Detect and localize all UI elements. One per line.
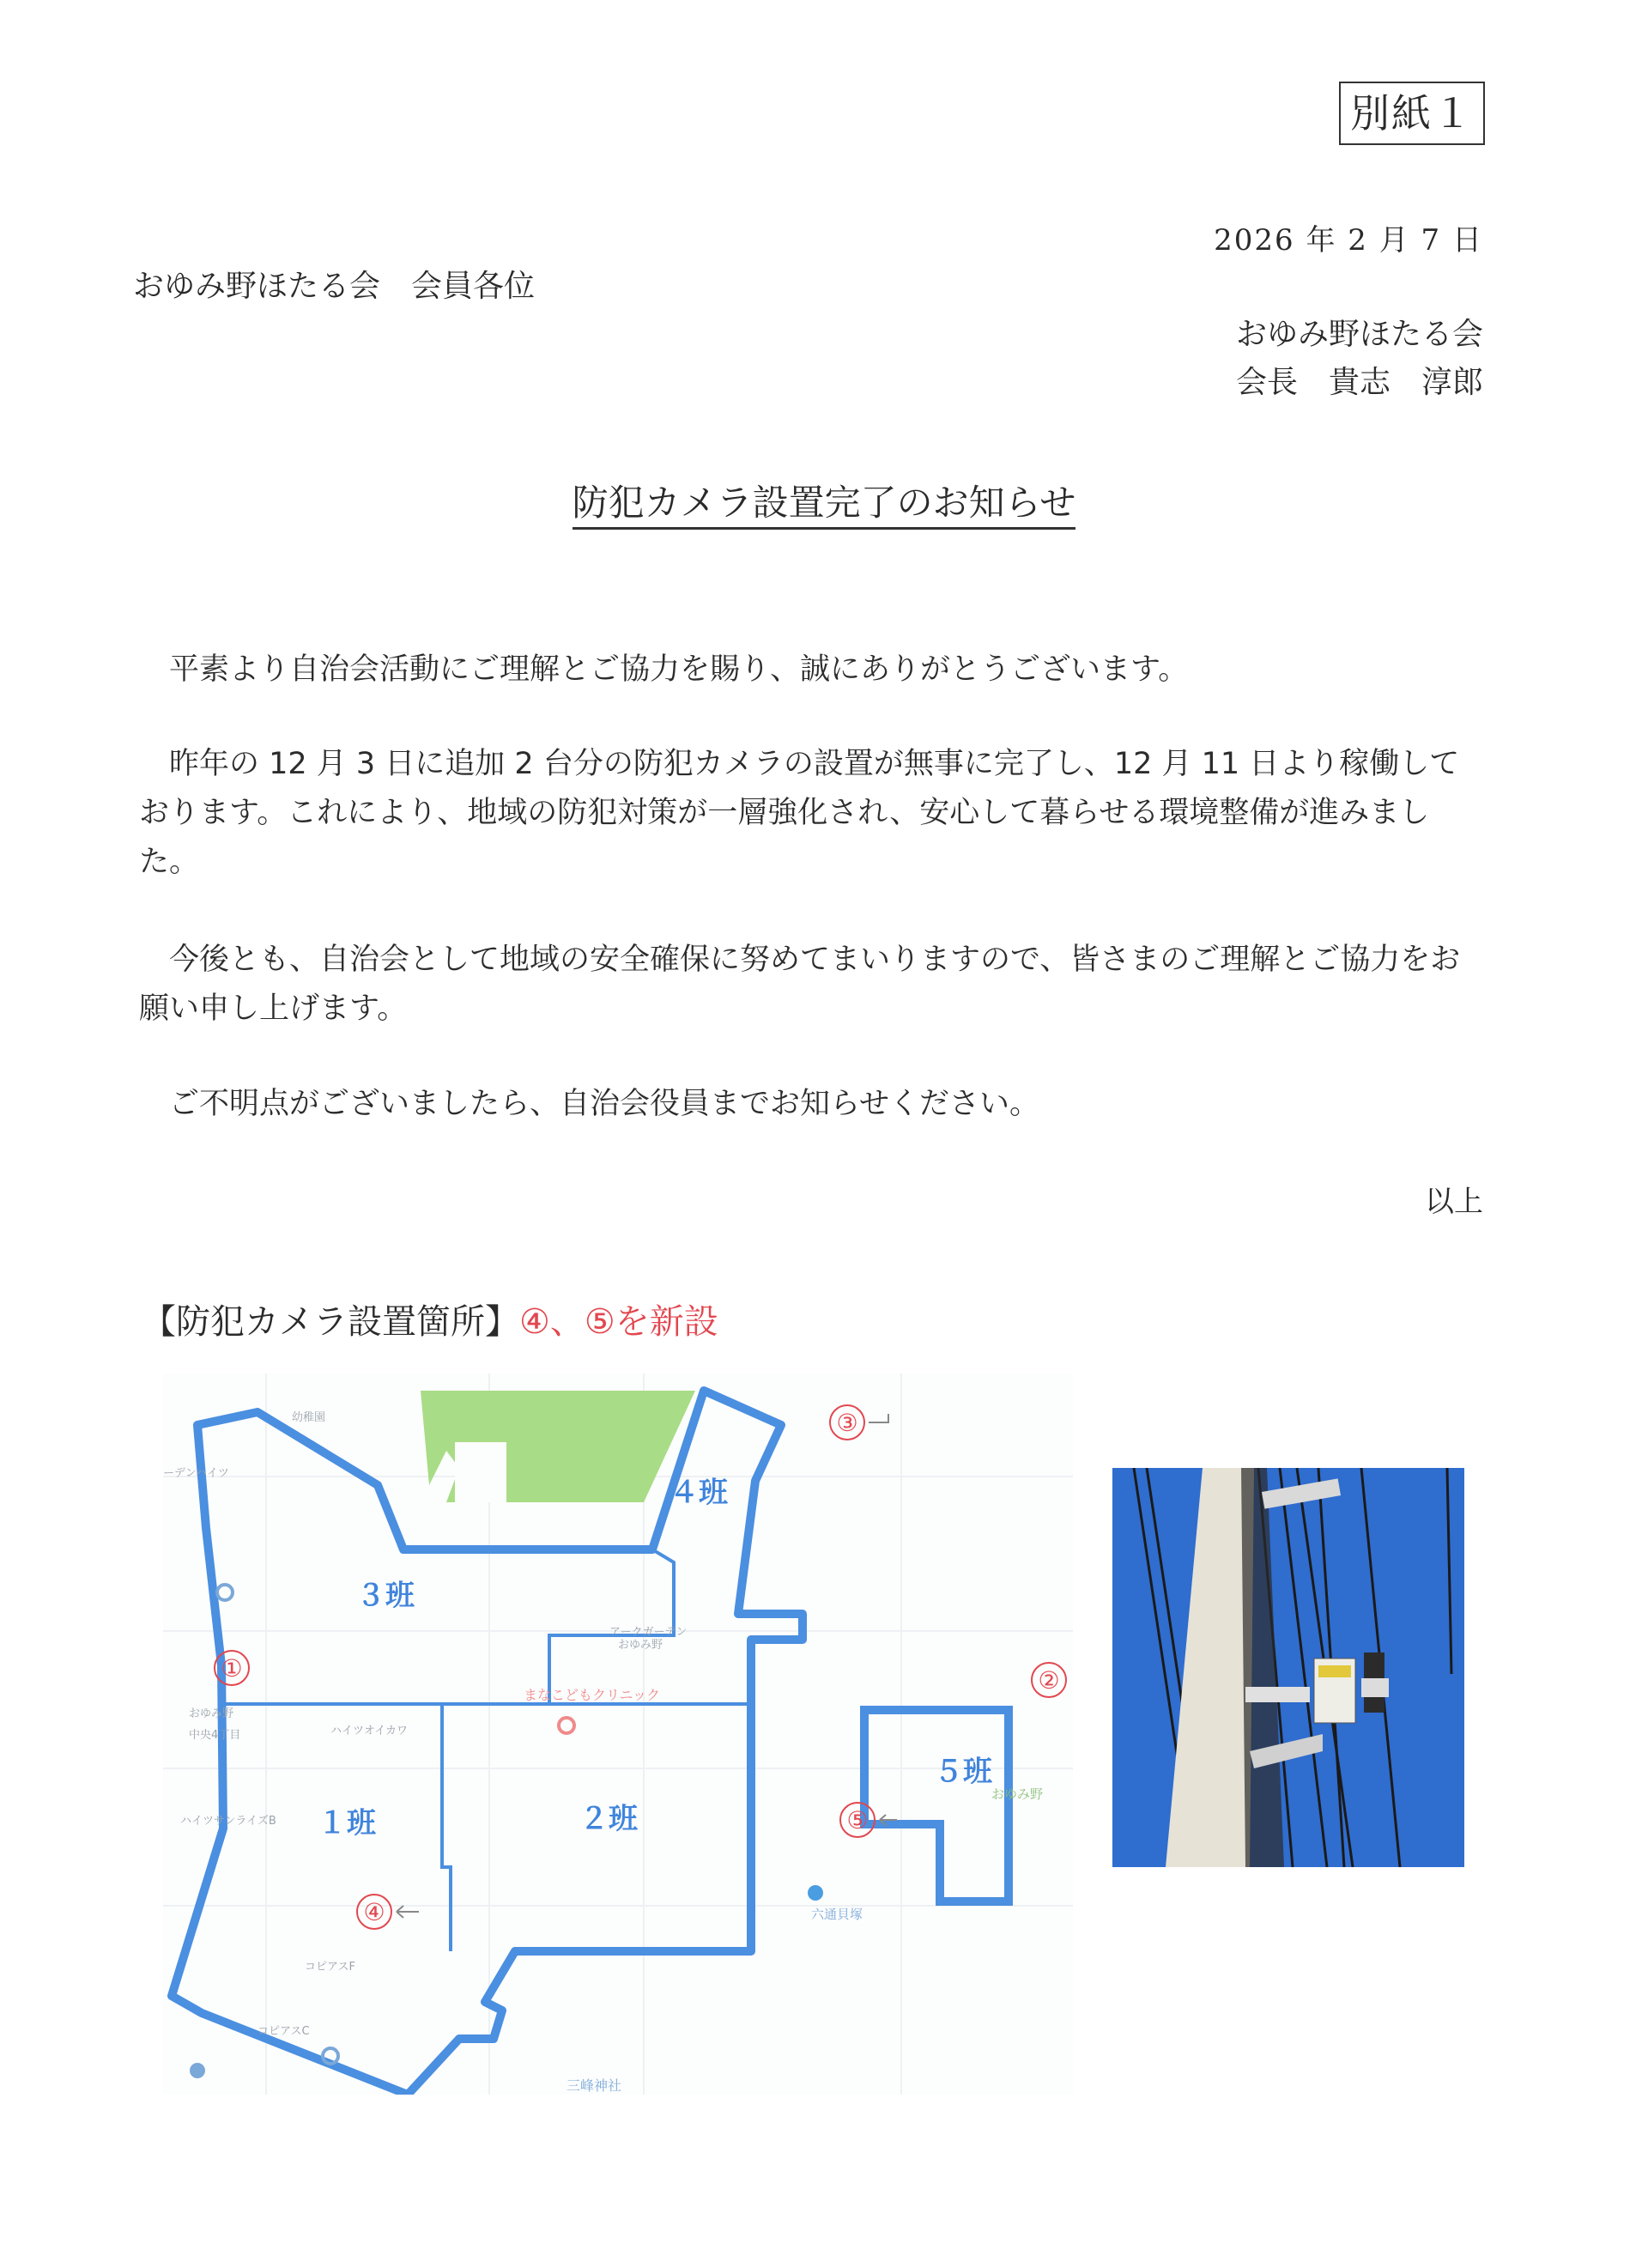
new-installation-note: ④、⑤を新設 — [519, 1302, 718, 1342]
svg-text:ーデンハイツ: ーデンハイツ — [163, 1467, 229, 1480]
camera-marker-4: ④ — [363, 1898, 385, 1926]
district-label-4: ４班 — [670, 1476, 728, 1510]
paragraph-text: ご不明点がございましたら、自治会役員までお知らせください。 — [169, 1087, 1039, 1121]
svg-text:コピアスC: コピアスC — [258, 2025, 310, 2038]
svg-text:コピアスF: コピアスF — [305, 1961, 355, 1974]
district-label-2: ２班 — [579, 1802, 638, 1836]
sender-name: 会長 貴志 淳郎 — [1235, 365, 1483, 400]
svg-text:ハイツオイカワ: ハイツオイカワ — [330, 1725, 408, 1737]
svg-text:中央4丁目: 中央4丁目 — [189, 1729, 241, 1742]
camera-marker-5: ⑤ — [846, 1806, 869, 1834]
svg-text:おゆみ野: おゆみ野 — [618, 1639, 663, 1652]
shell-mound-label: 六通貝塚 — [811, 1907, 863, 1922]
title-text: 防犯カメラ設置完了のお知らせ — [573, 482, 1076, 530]
camera-marker-1: ① — [221, 1654, 243, 1683]
map-graphic — [163, 1374, 1073, 2095]
sender-block — [1236, 311, 1483, 407]
paragraph-request — [139, 936, 1478, 1034]
svg-text:アークガーデン: アークガーデン — [609, 1626, 688, 1639]
camera-photo — [1112, 1468, 1464, 1867]
camera-on-pole-image — [1112, 1468, 1464, 1867]
attachment-label: 別紙１ — [1339, 82, 1485, 145]
camera-marker-3: ③ — [836, 1409, 858, 1437]
paragraph-contact — [139, 1080, 1478, 1129]
closing-mark: 以上 — [1425, 1185, 1483, 1219]
pin-icon — [190, 1585, 823, 2078]
svg-text:おゆみ野: おゆみ野 — [189, 1707, 234, 1720]
sender-org: おゆみ野ほたる会 — [1235, 317, 1483, 352]
shrine-label: 三峰神社 — [566, 2077, 622, 2094]
svg-text:ハイツサンライズB: ハイツサンライズB — [180, 1815, 276, 1828]
addressee: おゆみ野ほたる会 会員各位 — [133, 269, 536, 304]
document-date: 2026 年 2 月 7 日 — [1214, 223, 1483, 258]
district-map — [163, 1374, 1073, 2095]
district-label-3: ３班 — [356, 1579, 415, 1613]
paragraph-text: 昨年の 12 月 3 日に追加 2 台分の防犯カメラの設置が無事に完了し、12 月 11 日より稼働しております。これにより、地域の防犯対策が一層強化され、安心して暮らせる環境整備が進みました。 — [139, 747, 1460, 879]
page-title — [0, 475, 1648, 526]
paragraph-installation — [139, 740, 1478, 887]
section-heading-text: 【防犯カメラ設置箇所】 — [142, 1302, 519, 1342]
clinic-label: まなこどもクリニック — [524, 1687, 661, 1703]
district-label-1: １班 — [318, 1806, 376, 1840]
svg-text:幼稚園: 幼稚園 — [292, 1411, 326, 1424]
district-boundary-5 — [864, 1710, 1009, 1901]
district-label-5: ５班 — [934, 1755, 992, 1789]
paragraph-greeting — [139, 646, 1478, 694]
section-heading — [142, 1295, 718, 1343]
paragraph-text: 平素より自治会活動にご理解とご協力を賜り、誠にありがとうございます。 — [169, 652, 1189, 687]
paragraph-text: 今後とも、自治会として地域の安全確保に努めてまいりますので、皆さまのご理解とご協力をお願い申し上げます。 — [139, 943, 1461, 1026]
oyumino-label: おゆみ野 — [991, 1786, 1044, 1802]
camera-marker-2: ② — [1038, 1666, 1060, 1695]
